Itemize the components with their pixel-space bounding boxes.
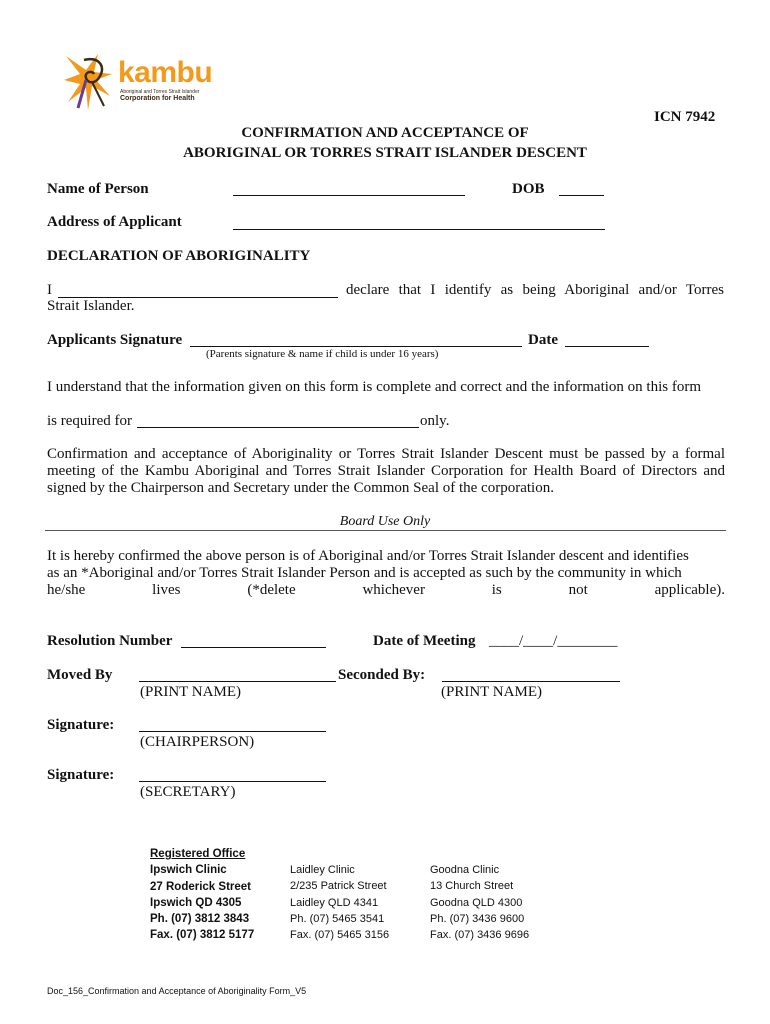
icn-number: ICN 7942: [654, 109, 716, 125]
office-line: Ph. (07) 5465 3541: [290, 912, 385, 925]
declaration-heading: DECLARATION OF ABORIGINALITY: [47, 248, 311, 264]
kambu-emblem-icon: [58, 50, 118, 112]
logo-subtitle-2: Corporation for Health: [120, 95, 195, 102]
board-paragraph-line-2: as an *Aboriginal and/or Torres Strait Islander Person and is accepted as such by the community in which: [47, 565, 682, 581]
board-word: applicable).: [654, 582, 725, 598]
office-line: 2/235 Patrick Street: [290, 880, 387, 893]
date-of-meeting-field[interactable]: ____/____/________: [489, 633, 618, 649]
name-field[interactable]: [233, 195, 465, 196]
office-line: Ph. (07) 3812 3843: [150, 913, 250, 926]
chairperson-signature-label: Signature:: [47, 717, 115, 733]
office-line: Fax. (07) 5465 3156: [290, 929, 390, 942]
board-word: lives: [152, 582, 181, 598]
secretary-signature-field[interactable]: [139, 781, 326, 782]
form-title-line-2: ABORIGINAL OR TORRES STRAIT ISLANDER DESCENT: [183, 145, 587, 161]
board-word: whichever: [362, 582, 425, 598]
logo-subtitle-1: Aboriginal and Torres Strait Islander: [120, 89, 200, 95]
registered-office-heading: Registered Office: [150, 848, 246, 860]
office-line: Laidley Clinic: [290, 864, 355, 876]
office-line: Fax. (07) 3436 9696: [430, 929, 530, 942]
seconded-by-field[interactable]: [442, 681, 620, 682]
date-of-meeting-label: Date of Meeting: [373, 633, 476, 649]
moved-by-label: Moved By: [47, 667, 113, 683]
document-footer: Doc_156_Confirmation and Acceptance of Aboriginality Form_V5: [47, 986, 307, 996]
address-label: Address of Applicant: [47, 214, 182, 230]
board-word: is: [491, 582, 502, 598]
board-word: not: [568, 582, 588, 598]
office-line: Ipswich QD 4305: [150, 896, 242, 909]
office-line: 13 Church Street: [430, 880, 514, 893]
board-word: (*delete: [247, 582, 296, 598]
dob-label: DOB: [512, 181, 545, 197]
board-word: he/she: [47, 582, 86, 598]
name-label: Name of Person: [47, 181, 149, 197]
office-line: Goodna Clinic: [430, 864, 500, 876]
chairperson-caption: (CHAIRPERSON): [140, 734, 255, 750]
board-use-only-heading: Board Use Only: [339, 514, 431, 529]
declaration-text-1: declare that I identify as being Aboriginal and/or Torres: [346, 282, 724, 298]
declaration-text-2: Strait Islander.: [47, 298, 135, 314]
office-line: Ph. (07) 3436 9600: [430, 912, 525, 925]
office-line: Ipswich Clinic: [150, 864, 227, 877]
moved-by-print-name: (PRINT NAME): [140, 684, 241, 700]
declaration-date-label: Date: [528, 332, 558, 348]
resolution-number-field[interactable]: [181, 647, 326, 648]
logo-wordmark: kambu: [118, 56, 213, 89]
secretary-signature-label: Signature:: [47, 767, 115, 783]
board-paragraph-line-1: It is hereby confirmed the above person is of Aboriginal and/or Torres Strait Islander descent and identifies: [47, 548, 689, 564]
declaration-i: I: [47, 282, 52, 298]
applicant-signature-field[interactable]: [190, 346, 522, 347]
office-line: Goodna QLD 4300: [430, 896, 523, 909]
seconded-by-print-name: (PRINT NAME): [441, 684, 542, 700]
dob-field[interactable]: [559, 195, 604, 196]
required-for-label: is required for: [47, 413, 132, 429]
resolution-number-label: Resolution Number: [47, 633, 173, 649]
goodna-clinic-block: [430, 862, 529, 943]
parent-signature-note: (Parents signature & name if child is under 16 years): [206, 348, 439, 360]
required-for-field[interactable]: [137, 427, 419, 428]
moved-by-field[interactable]: [139, 681, 336, 682]
office-line: Laidley QLD 4341: [290, 896, 379, 909]
secretary-caption: (SECRETARY): [140, 784, 236, 800]
declaration-date-field[interactable]: [565, 346, 649, 347]
chairperson-signature-field[interactable]: [139, 731, 326, 732]
board-divider: [45, 530, 726, 531]
office-line: Fax. (07) 3812 5177: [150, 929, 255, 942]
understand-line-1: I understand that the information given on this form is complete and correct and the information on this form: [47, 379, 702, 395]
seconded-by-label: Seconded By:: [338, 667, 426, 683]
only-label: only.: [420, 413, 450, 429]
board-paragraph-line-3: [47, 582, 725, 599]
form-title-line-1: CONFIRMATION AND ACCEPTANCE OF: [241, 125, 529, 141]
confirmation-paragraph: Confirmation and acceptance of Aboriginality or Torres Strait Islander Descent must be passed by a formal meeting of the Kambu Aboriginal and Torres Strait Islander Corporation for Health Board of Directors and signed by the Chairperson and Secretary under the Common Seal of the corporation.: [47, 446, 725, 496]
applicant-signature-label: Applicants Signature: [47, 332, 183, 348]
office-line: 27 Roderick Street: [150, 880, 251, 893]
registered-office-block: [150, 846, 254, 944]
kambu-logo: [58, 50, 218, 116]
laidley-clinic-block: [290, 862, 389, 943]
address-field[interactable]: [233, 229, 605, 230]
